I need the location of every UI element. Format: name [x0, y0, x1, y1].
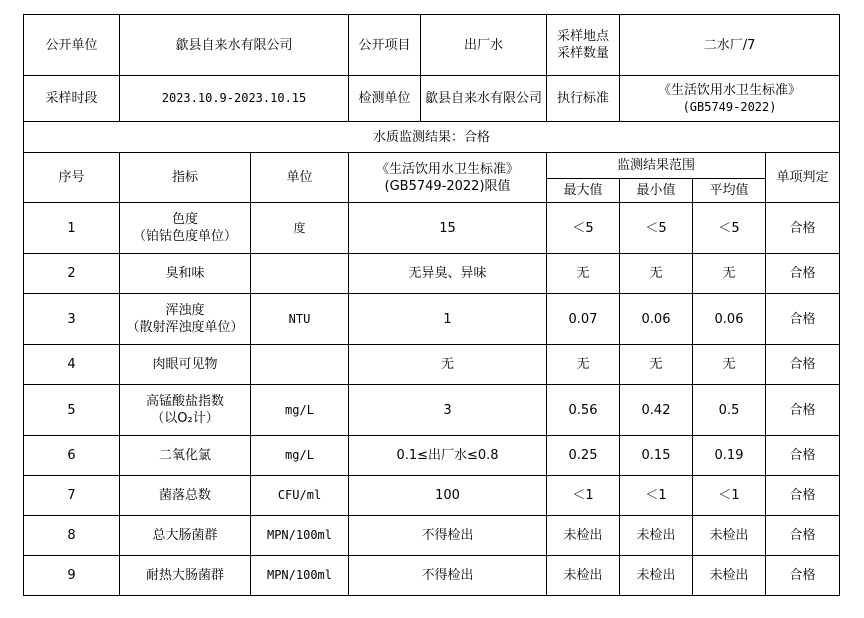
row-verdict: 合格	[766, 254, 840, 294]
publisher-label: 公开单位	[24, 15, 120, 76]
row-indicator	[120, 345, 251, 385]
row-indicator	[120, 476, 251, 516]
row-min: 无	[620, 345, 693, 385]
location-label-line2: 采样数量	[557, 46, 610, 61]
row-min: 0.06	[620, 294, 693, 345]
row-avg: 0.19	[693, 436, 766, 476]
col-limit	[349, 153, 547, 203]
row-min: ＜1	[620, 476, 693, 516]
row-verdict: 合格	[766, 436, 840, 476]
row-limit: 无异臭、异味	[349, 254, 547, 294]
project-label-cell	[349, 15, 421, 76]
publisher-value: 歙县自来水有限公司	[120, 15, 349, 76]
row-indicator-name: 色度	[171, 212, 198, 227]
row-max: 无	[547, 254, 620, 294]
standard-label: 执行标准	[547, 76, 620, 122]
row-avg: ＜1	[693, 476, 766, 516]
row-min: 无	[620, 254, 693, 294]
column-header-row-1	[24, 153, 840, 179]
row-no: 5	[24, 385, 120, 436]
row-indicator	[120, 516, 251, 556]
row-min: ＜5	[620, 203, 693, 254]
result-banner: 水质监测结果：合格	[24, 122, 840, 153]
row-indicator-name: 高锰酸盐指数	[145, 394, 224, 409]
row-min: 未检出	[620, 556, 693, 596]
row-avg: 0.5	[693, 385, 766, 436]
row-no: 2	[24, 254, 120, 294]
row-limit: 3	[349, 385, 547, 436]
row-limit: 1	[349, 294, 547, 345]
row-verdict: 合格	[766, 294, 840, 345]
col-range: 监测结果范围	[547, 153, 766, 179]
row-unit: 度	[251, 203, 349, 254]
col-max: 最大值	[547, 179, 620, 203]
row-no: 7	[24, 476, 120, 516]
col-indicator: 指标	[120, 153, 251, 203]
row-indicator-name: 总大肠菌群	[152, 528, 218, 543]
row-min: 未检出	[620, 516, 693, 556]
row-indicator	[120, 556, 251, 596]
row-no: 9	[24, 556, 120, 596]
table-row	[24, 516, 840, 556]
row-verdict: 合格	[766, 516, 840, 556]
row-unit: NTU	[251, 294, 349, 345]
row-indicator-name: 二氧化氯	[158, 448, 211, 463]
row-indicator-note: （以O₂计）	[151, 411, 219, 426]
period-value: 2023.10.9-2023.10.15	[120, 76, 349, 122]
project-value: 出厂水	[421, 15, 547, 76]
row-limit: 0.1≤出厂水≤0.8	[349, 436, 547, 476]
table-row	[24, 203, 840, 254]
row-verdict: 合格	[766, 345, 840, 385]
row-unit	[251, 345, 349, 385]
row-no: 4	[24, 345, 120, 385]
row-indicator-name: 耐热大肠菌群	[145, 568, 224, 583]
col-min: 最小值	[620, 179, 693, 203]
col-limit-line1: 《生活饮用水卫生标准》	[376, 161, 520, 177]
row-indicator	[120, 254, 251, 294]
col-limit-line2: (GB5749-2022)限值	[384, 178, 511, 194]
row-indicator	[120, 294, 251, 345]
lab-label: 检测单位	[349, 76, 421, 122]
row-max: 未检出	[547, 516, 620, 556]
row-indicator	[120, 203, 251, 254]
row-max: 0.56	[547, 385, 620, 436]
row-indicator	[120, 436, 251, 476]
row-limit: 15	[349, 203, 547, 254]
table-row	[24, 436, 840, 476]
row-no: 8	[24, 516, 120, 556]
row-avg: 无	[693, 345, 766, 385]
table-row	[24, 294, 840, 345]
row-indicator-name: 臭和味	[165, 266, 205, 281]
row-verdict: 合格	[766, 476, 840, 516]
row-no: 6	[24, 436, 120, 476]
col-no: 序号	[24, 153, 120, 203]
table-row	[24, 254, 840, 294]
row-indicator	[120, 385, 251, 436]
row-unit: MPN/100ml	[251, 516, 349, 556]
location-value: 二水厂/7	[620, 15, 840, 76]
row-max: 0.07	[547, 294, 620, 345]
row-avg: 未检出	[693, 516, 766, 556]
data-rows	[24, 203, 840, 596]
row-indicator-name: 肉眼可见物	[152, 357, 218, 372]
row-unit: CFU/ml	[251, 476, 349, 516]
row-limit: 不得检出	[349, 516, 547, 556]
row-max: ＜5	[547, 203, 620, 254]
col-verdict: 单项判定	[766, 153, 840, 203]
row-avg: 无	[693, 254, 766, 294]
row-avg: 0.06	[693, 294, 766, 345]
row-limit: 100	[349, 476, 547, 516]
row-indicator-name: 浑浊度	[165, 303, 205, 318]
row-verdict: 合格	[766, 556, 840, 596]
row-max: 0.25	[547, 436, 620, 476]
standard-value-line1: 《生活饮用水卫生标准》	[658, 82, 802, 98]
row-indicator-name: 菌落总数	[158, 488, 211, 503]
row-min: 0.15	[620, 436, 693, 476]
row-limit: 无	[349, 345, 547, 385]
table-row	[24, 385, 840, 436]
location-label	[547, 15, 620, 76]
row-indicator-note: （铂钴色度单位）	[132, 229, 237, 244]
result-banner-row	[24, 122, 840, 153]
row-max: 未检出	[547, 556, 620, 596]
period-label: 采样时段	[24, 76, 120, 122]
standard-value-line2: (GB5749-2022)	[682, 99, 777, 114]
table-row	[24, 556, 840, 596]
water-quality-table	[23, 14, 840, 596]
row-unit: mg/L	[251, 385, 349, 436]
row-verdict: 合格	[766, 203, 840, 254]
row-no: 1	[24, 203, 120, 254]
row-unit: mg/L	[251, 436, 349, 476]
header-row-1	[24, 15, 840, 76]
row-avg: 未检出	[693, 556, 766, 596]
row-unit: MPN/100ml	[251, 556, 349, 596]
table-row	[24, 476, 840, 516]
col-avg: 平均值	[693, 179, 766, 203]
row-limit: 不得检出	[349, 556, 547, 596]
col-unit: 单位	[251, 153, 349, 203]
location-label-line1: 采样地点	[557, 29, 610, 44]
header-row-2	[24, 76, 840, 122]
row-max: 无	[547, 345, 620, 385]
row-verdict: 合格	[766, 385, 840, 436]
row-max: ＜1	[547, 476, 620, 516]
table-row	[24, 345, 840, 385]
standard-value	[620, 76, 840, 122]
row-no: 3	[24, 294, 120, 345]
row-unit	[251, 254, 349, 294]
lab-value: 歙县自来水有限公司	[421, 76, 547, 122]
row-indicator-note: （散射浑浊度单位）	[126, 320, 244, 335]
row-min: 0.42	[620, 385, 693, 436]
project-label-text: 公开项目	[358, 37, 411, 53]
row-avg: ＜5	[693, 203, 766, 254]
